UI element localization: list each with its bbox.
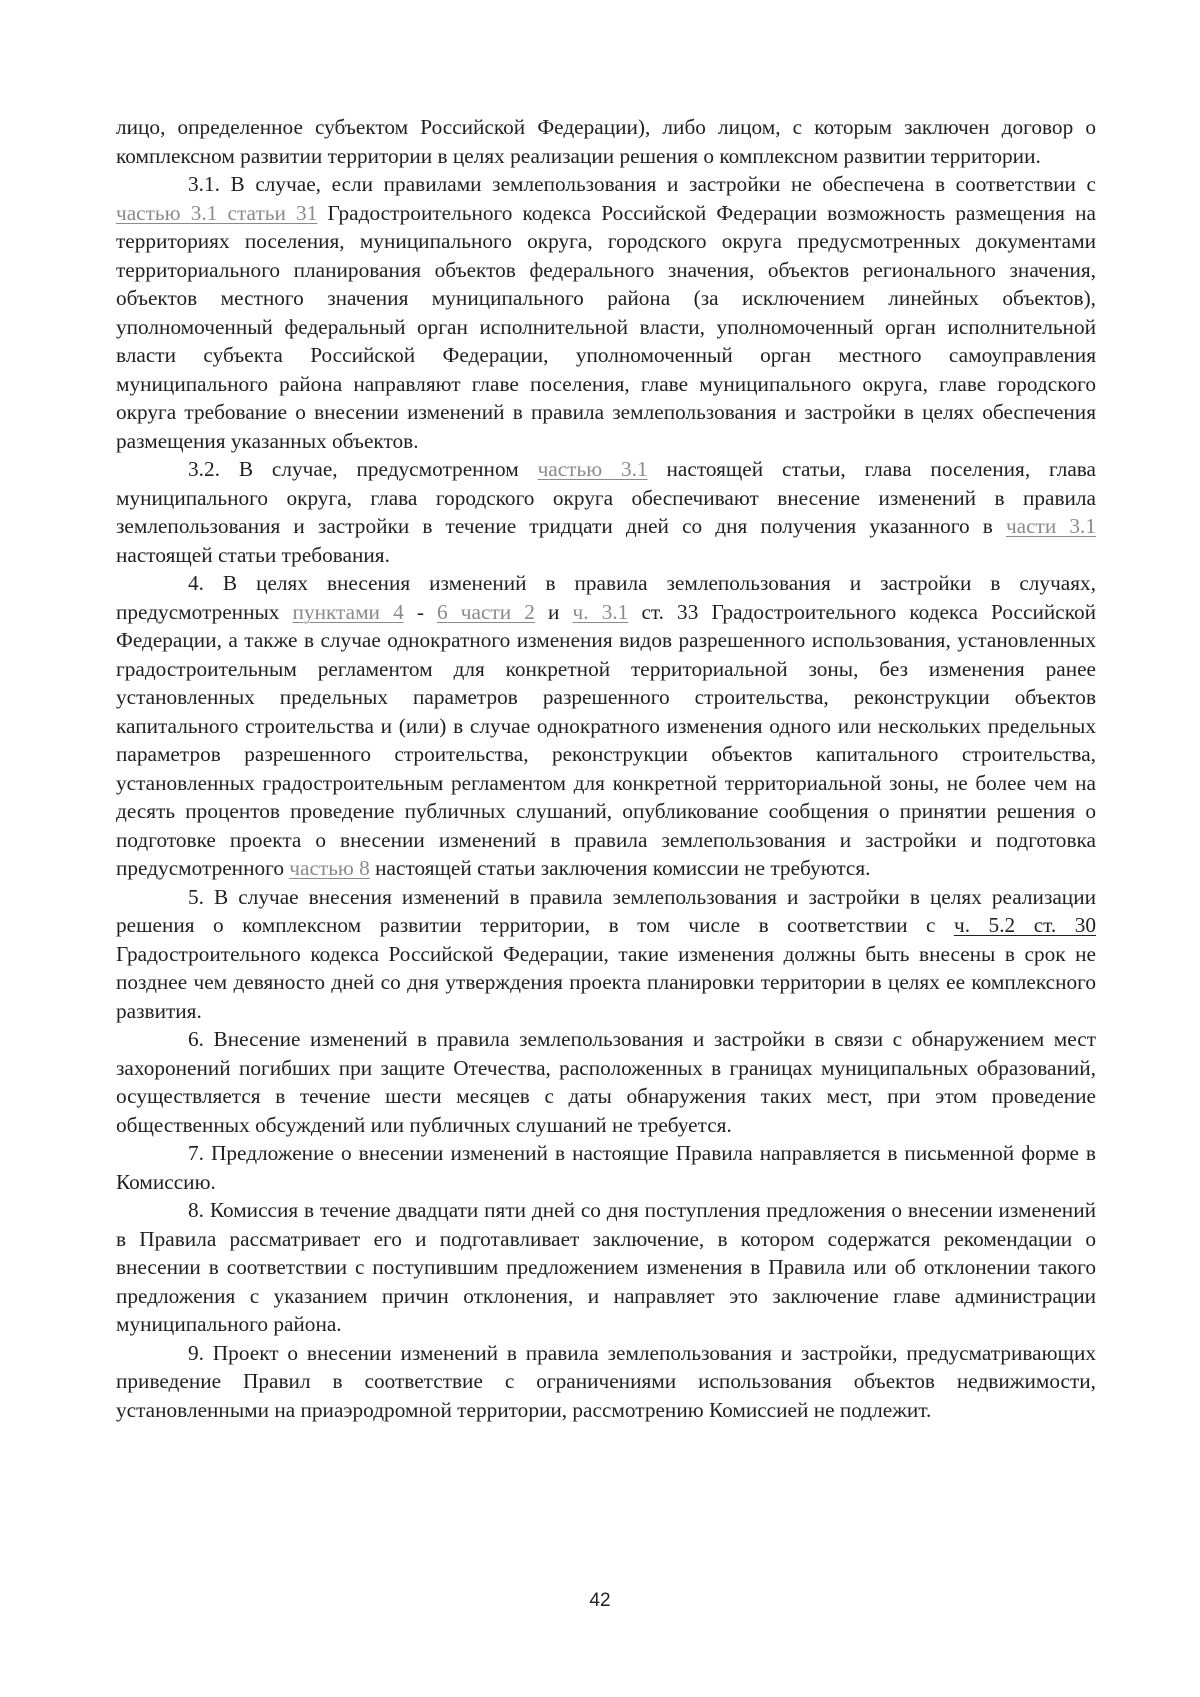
paragraph-continuation <box>116 113 1096 170</box>
paragraph-text: 4. В целях внесения изменений в правила землепользования и застройки в случаях, предусмотренных <box>116 571 1096 624</box>
paragraph-text: 3.2. В случае, предусмотренном <box>188 457 538 481</box>
paragraph-text: и <box>534 599 573 624</box>
paragraph-9 <box>116 1339 1096 1425</box>
link-ch-3-1[interactable]: ч. 3.1 <box>572 599 629 624</box>
paragraph-text: 3.1. В случае, если правилами землепользования и застройки не обеспечена в соответствии с <box>188 172 1096 196</box>
link-part-3-1-article-31[interactable]: частью 3.1 статьи 31 <box>116 200 318 225</box>
paragraph-text: 5. В случае внесения изменений в правила землепользования и застройки в целях реализации решения о комплексном развитии территории, в том числе в соответствии с <box>116 884 1096 937</box>
link-part-8[interactable]: частью 8 <box>289 856 370 880</box>
paragraph-text: 9. Проект о внесении изменений в правила землепользования и застройки, предусматривающих приведение Правил в соответствие с ограничениями использования объектов недвижимости, установленными на приаэродромной территории, рассмотрению Комиссией не подлежит. <box>116 1340 1096 1422</box>
paragraph-6 <box>116 1025 1096 1139</box>
paragraph-3-1 <box>116 170 1096 455</box>
paragraph-text: лицо, определенное субъектом Российской Федерации), либо лицом, с которым заключен договор о комплексном развитии территории в целях реализации решения о комплексном развитии территории. <box>116 115 1096 168</box>
link-6-part-2[interactable]: 6 части 2 <box>437 599 535 624</box>
link-ch-5-2-st-30[interactable]: ч. 5.2 ст. 30 <box>954 913 1096 937</box>
paragraph-text: ст. 33 Градостроительного кодекса Российской Федерации, а также в случае однократного изменения видов разрешенного использования, установленных градостроительным регламентом для конкретной территориальной зоны, без изменения ранее установленных предельных параметров разрешенного строительства, реконструкции объектов капитального строительства и (или) в случае однократного изменения одного или нескольких предельных параметров разрешенного строительства, реконструкции объектов капитального строительства, установленных градостроительным регламентом для конкретной территориальной зоны, не более чем на десять процентов проведение публичных слушаний, опубликование сообщения о принятии решения о подготовке проекта о внесении изменений в правила землепользования и застройки и подготовка предусмотренного <box>116 599 1097 880</box>
paragraph-7 <box>116 1139 1096 1196</box>
document-body <box>116 113 1096 1424</box>
paragraph-text: - <box>403 599 438 624</box>
page-number: 42 <box>589 1590 611 1611</box>
link-parts-3-1[interactable]: части 3.1 <box>1005 514 1096 538</box>
paragraph-text: 8. Комиссия в течение двадцати пяти дней со дня поступления предложения о внесении изменений в Правила рассматривает его и подготавливает заключение, в котором содержатся рекомендации о внесении в соответствии с поступившим предложением изменения в Правила или об отклонении такого предложения с указанием причин отклонения, и направляет это заключение главе администрации муниципального района. <box>116 1198 1096 1336</box>
paragraph-5 <box>116 883 1096 1026</box>
paragraph-text: 7. Предложение о внесении изменений в настоящие Правила направляется в письменной форме в Комиссию. <box>116 1141 1096 1194</box>
paragraph-4 <box>116 569 1096 883</box>
paragraph-text: 6. Внесение изменений в правила землепользования и застройки в связи с обнаружением мест захоронений погибших при защите Отечества, расположенных в границах муниципальных образований, осуществляется в течение шести месяцев с даты обнаружения таких мест, при этом проведение общественных обсуждений или публичных слушаний не требуется. <box>116 1027 1096 1137</box>
paragraph-text: настоящей статьи требования. <box>116 542 390 567</box>
link-items-4[interactable]: пунктами 4 <box>292 599 404 624</box>
paragraph-text: настоящей статьи заключения комиссии не требуются. <box>369 856 871 880</box>
paragraph-3-2 <box>116 455 1096 569</box>
paragraph-text: Градостроительного кодекса Российской Федерации, такие изменения должны быть внесены в срок не позднее чем девяносто дней со дня утверждения проекта планировки территории в целях ее комплексного развития. <box>116 941 1096 1023</box>
paragraph-text: Градостроительного кодекса Российской Федерации возможность размещения на территориях поселения, муниципального округа, городского округа предусмотренных документами территориального планирования объектов федерального значения, объектов регионального значения, объектов местного значения муниципального района (за исключением линейных объектов), уполномоченный федеральный орган исполнительной власти, уполномоченный орган исполнительной власти субъекта Российской Федерации, уполномоченный орган местного самоуправления муниципального района направляют главе поселения, главе муниципального округа, главе городского округа требование о внесении изменений в правила землепользования и застройки в целях обеспечения размещения указанных объектов. <box>116 200 1096 453</box>
paragraph-text: настоящей статьи, глава поселения, глава муниципального округа, глава городского округа обеспечивают внесение изменений в правила землепользования и застройки в течение тридцати дней со дня получения указанного в <box>116 457 1097 538</box>
paragraph-8 <box>116 1196 1096 1339</box>
link-part-3-1[interactable]: частью 3.1 <box>537 457 648 481</box>
